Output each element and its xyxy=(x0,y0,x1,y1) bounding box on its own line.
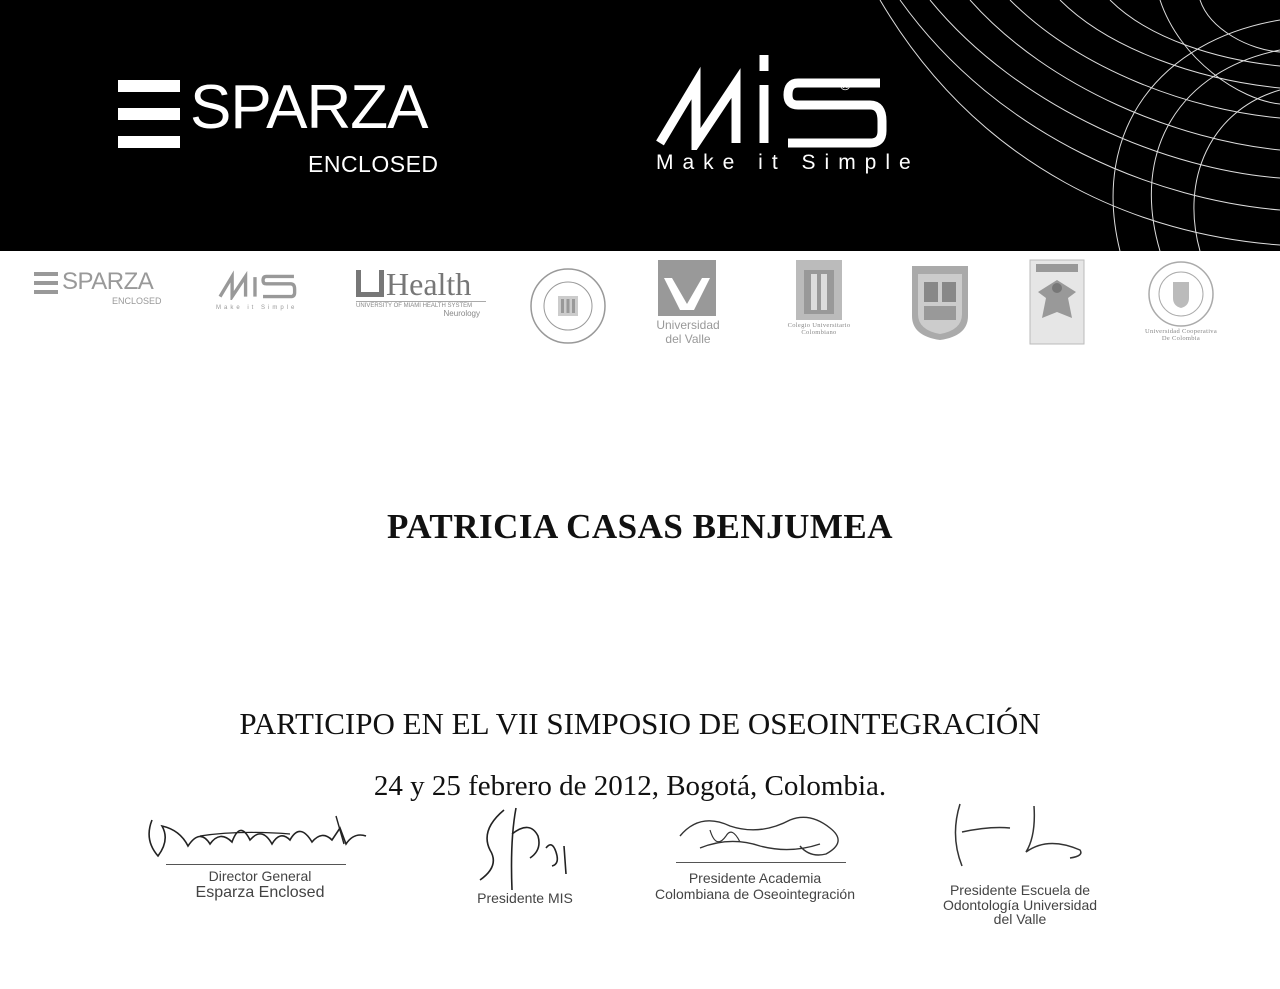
univalle-emblem-icon xyxy=(658,260,716,316)
signature-title-3a: Presidente Academia xyxy=(688,870,822,886)
eagle-crest-icon xyxy=(1028,258,1086,346)
partner-eagle-crest-logo xyxy=(1028,258,1086,351)
signature-block-academia xyxy=(640,806,870,906)
signature-line xyxy=(166,864,346,865)
event-date-place: 24 y 25 febrero de 2012, Bogotá, Colombia. xyxy=(373,770,887,802)
registered-mark: ® xyxy=(840,77,851,93)
participation-statement: PARTICIPO EN EL VII SIMPOSIO DE OSEOINTEGRACIÓN xyxy=(239,706,1041,741)
colegio-emblem-icon xyxy=(792,258,846,322)
handwritten-signature-3 xyxy=(640,806,870,866)
signature-title-1a: Director General xyxy=(208,868,312,884)
recipient-name: PATRICIA CASAS BENJUMEA xyxy=(386,507,894,546)
signature-line xyxy=(676,862,846,863)
esparza-enclosed-logo xyxy=(118,73,448,188)
univalle-caption: Universidad del Valle xyxy=(656,318,720,346)
partner-uhealth-logo: Health UNIVERSITY OF MIAMI HEALTH SYSTEM Neurology xyxy=(356,266,486,318)
signature-title-3b: Colombiana de Oseointegración xyxy=(654,886,855,902)
handwritten-signature-1 xyxy=(140,800,380,870)
partner-univalle-logo xyxy=(658,260,716,321)
partner-logos: SPARZA ENCLOSED Make it Simple Health UNIVERSITY OF MIAMI HEALTH SYSTEM Neurology Universidad del Valle Colegio Universitario Colombiano Universidad Cooperativa De Colombia xyxy=(0,252,1280,372)
decorative-arcs xyxy=(860,0,1280,251)
handwritten-signature-4 xyxy=(930,796,1110,876)
signature-title-1b: Esparza Enclosed xyxy=(195,884,325,901)
signature-title-4b: Odontología Universidad xyxy=(942,897,1098,913)
signature-title-4a: Presidente Escuela de xyxy=(949,882,1091,898)
signature-block-univalle xyxy=(930,796,1110,926)
cooperativa-seal-icon xyxy=(1147,260,1215,328)
partner-academia-seal xyxy=(528,266,608,351)
mis-logo xyxy=(648,55,920,185)
signature-title-4c: del Valle xyxy=(993,911,1047,927)
signature-block-mis xyxy=(460,800,590,910)
partner-crest-logo xyxy=(910,264,970,347)
mis-tagline: Make it Simple xyxy=(656,151,920,174)
mis-wordmark-icon-small xyxy=(216,266,300,300)
header-banner xyxy=(0,0,1280,251)
u-logo-icon xyxy=(356,270,384,297)
esparza-e-icon-small xyxy=(34,272,58,294)
signature-title-2: Presidente MIS xyxy=(477,890,573,906)
handwritten-signature-2 xyxy=(460,800,590,900)
mis-wordmark-icon xyxy=(648,55,898,150)
signature-block-director xyxy=(140,800,380,910)
esparza-subtitle: ENCLOSED xyxy=(308,151,439,177)
esparza-e-icon xyxy=(118,80,180,148)
partner-colegio-logo: Colegio Universitario Colombiano xyxy=(764,258,874,336)
partner-cooperativa-logo: Universidad Cooperativa De Colombia xyxy=(1126,260,1236,342)
university-crest-icon xyxy=(910,264,970,342)
partner-mis-logo: Make it Simple xyxy=(216,266,306,316)
esparza-wordmark: SPARZA xyxy=(190,73,428,142)
academia-seal-icon xyxy=(528,266,608,346)
